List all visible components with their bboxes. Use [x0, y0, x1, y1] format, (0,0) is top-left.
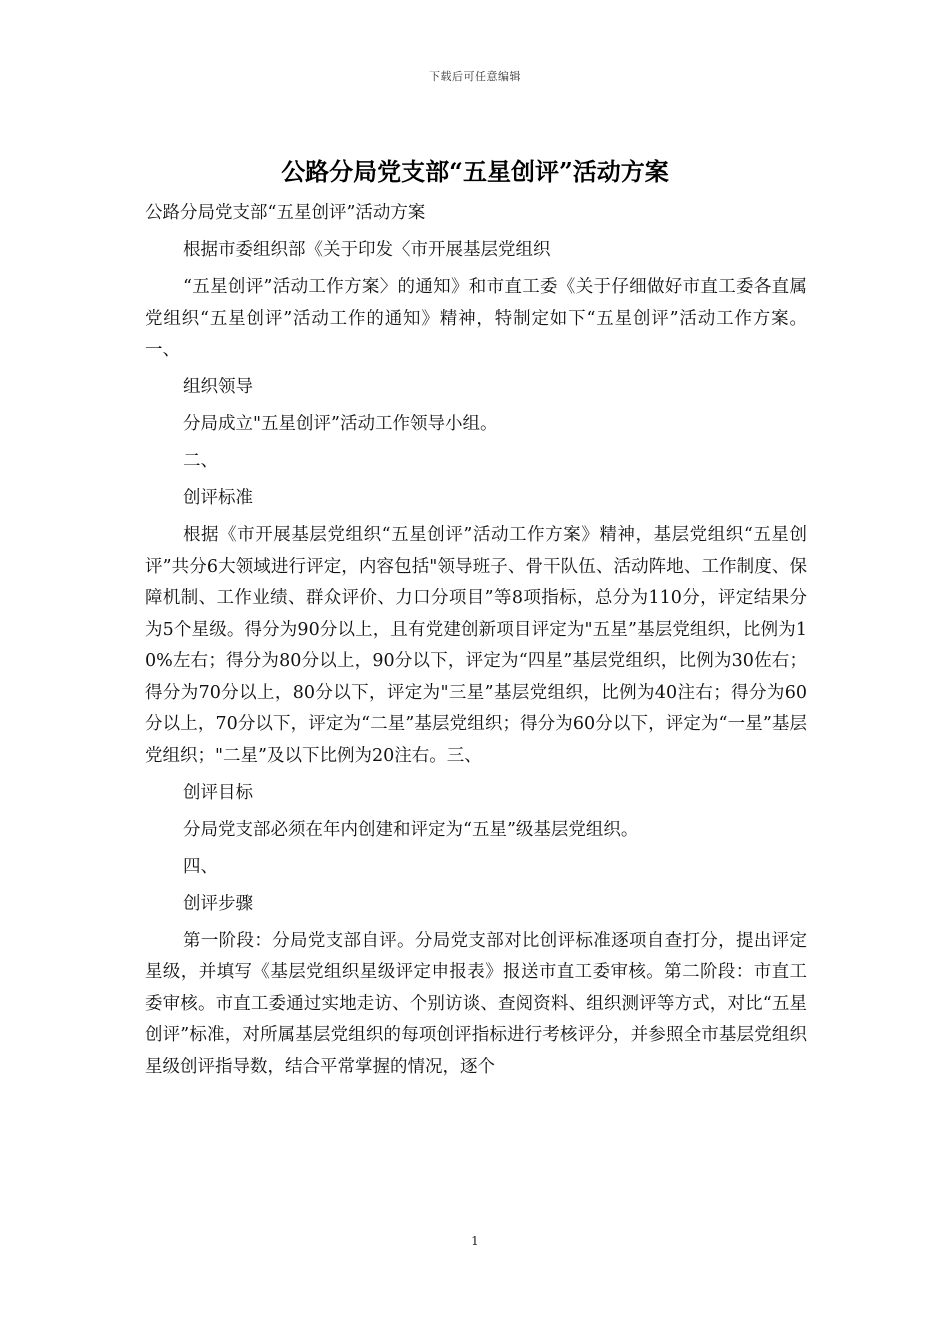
paragraph: 根据《市开展基层党组织“五星创评”活动工作方案》精神，基层党组织“五星创评”共分6大领域进行评定，内容包括"领导班子、骨干队伍、活动阵地、工作制度、保障机制、工作业绩、群众评价、力口分项目”等8项指标，总分为110分，评定结果分为5个星级。得分为90分以上，且有党建创新项目评定为"五星”基层党组织，比例为10%左右；得分为80分以上，90分以下，评定为“四星”基层党组织，比例为30佐右；得分为70分以上，80分以下，评定为"三星”基层党组织，比例为40注右；得分为60分以上，70分以下，评定为“二星”基层党组织；得分为60分以下，评定为“一星”基层党组织；"二星”及以下比例为20注右。三、 — [145, 525, 807, 766]
header-note: 下载后可任意编辑 — [429, 70, 521, 83]
paragraph: 二、 — [183, 451, 218, 471]
paragraph: 分局党支部必须在年内创建和评定为“五星”级基层党组织。 — [183, 819, 639, 840]
paragraph: 四、 — [183, 856, 218, 877]
document-body — [145, 198, 807, 1083]
page-number: 1 — [471, 1234, 479, 1248]
paragraph: 分局成立"五星创评”活动工作领导小组。 — [183, 414, 498, 434]
paragraph: 公路分局党支部“五星创评”活动方案 — [145, 203, 426, 223]
paragraph: 第一阶段：分局党支部自评。分局党支部对比创评标准逐项自查打分，提出评定星级，并填写《基层党组织星级评定申报表》报送市直工委审核。第二阶段：市直工委审核。市直工委通过实地走访、个别访谈、查阅资料、组织测评等方式，对比“五星创评”标准，对所属基层党组织的每项创评指标进行考核评分，并参照全市基层党组织星级创评指导数，结合平常掌握的情况，逐个 — [145, 930, 807, 1077]
paragraph: 创评目标 — [183, 782, 253, 803]
paragraph: 创评步骤 — [183, 893, 253, 914]
paragraph: 根据市委组织部《关于印发〈市开展基层党组织 — [183, 240, 551, 260]
document-title: 公路分局党支部“五星创评”活动方案 — [281, 157, 669, 186]
paragraph: 组织领导 — [183, 377, 253, 397]
paragraph: “五星创评”活动工作方案〉的通知》和市直工委《关于仔细做好市直工委各直属党组织“五星创评”活动工作的通知》精神，特制定如下“五星创评”活动工作方案。一、 — [145, 277, 807, 360]
paragraph: 创评标准 — [183, 488, 253, 508]
